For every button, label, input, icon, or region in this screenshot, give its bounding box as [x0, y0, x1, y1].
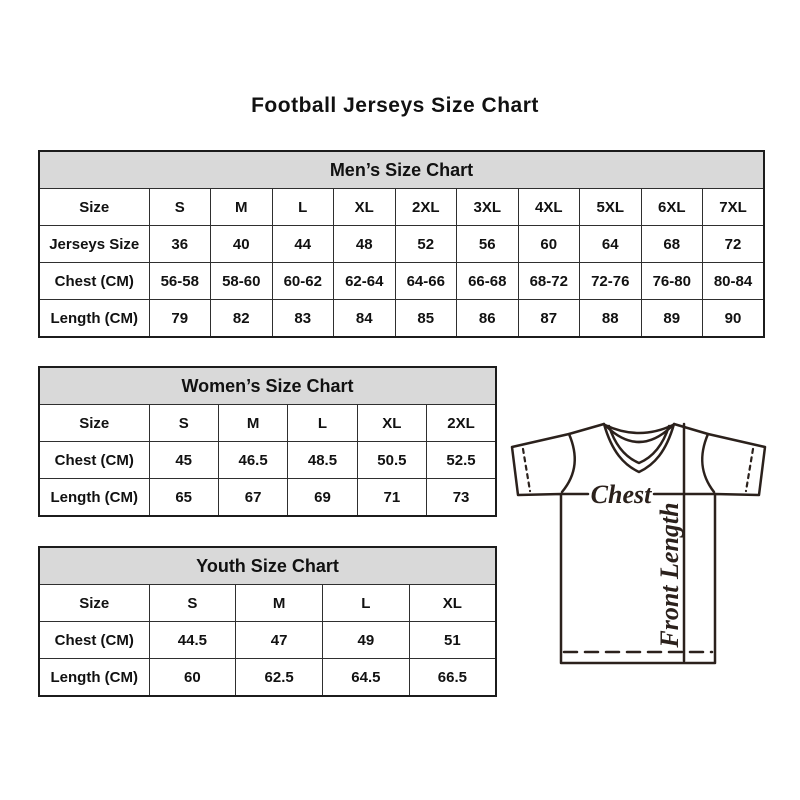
table-title: Women’s Size Chart — [39, 367, 496, 405]
value-cell: 66.5 — [409, 659, 496, 697]
value-cell: 68 — [641, 226, 703, 263]
value-cell: 2XL — [427, 405, 496, 442]
right-cuff-dashed-line — [746, 449, 753, 491]
value-cell: 46.5 — [218, 442, 287, 479]
value-cell: 80-84 — [703, 263, 765, 300]
value-cell: M — [236, 585, 323, 622]
value-cell: 52.5 — [427, 442, 496, 479]
row-label-cell: Length (CM) — [39, 479, 149, 517]
table-header-row — [39, 367, 496, 405]
row-label-cell: Size — [39, 189, 149, 226]
value-cell: 64-66 — [395, 263, 457, 300]
value-cell: 87 — [518, 300, 580, 338]
value-cell: 72-76 — [580, 263, 642, 300]
table-header-row — [39, 547, 496, 585]
value-cell: 64.5 — [323, 659, 410, 697]
value-cell: 2XL — [395, 189, 457, 226]
row-label-cell: Chest (CM) — [39, 622, 149, 659]
value-cell: S — [149, 585, 236, 622]
table-row — [39, 405, 496, 442]
table-row — [39, 479, 496, 517]
table-row — [39, 585, 496, 622]
value-cell: 51 — [409, 622, 496, 659]
left-armhole-seam — [562, 434, 575, 492]
value-cell: 56 — [457, 226, 519, 263]
front-length-label: Front Length — [655, 502, 684, 648]
value-cell: S — [149, 189, 211, 226]
row-label-cell: Length (CM) — [39, 300, 149, 338]
mens-size-table — [38, 150, 765, 338]
table-row — [39, 442, 496, 479]
table-title: Youth Size Chart — [39, 547, 496, 585]
value-cell: 3XL — [457, 189, 519, 226]
value-cell: 44.5 — [149, 622, 236, 659]
value-cell: 62-64 — [334, 263, 396, 300]
value-cell: 76-80 — [641, 263, 703, 300]
collar-v-inner — [609, 426, 669, 463]
right-armhole-seam — [702, 434, 714, 492]
value-cell: 50.5 — [357, 442, 426, 479]
table-row — [39, 226, 764, 263]
value-cell: 49 — [323, 622, 410, 659]
value-cell: 48.5 — [288, 442, 357, 479]
value-cell: 73 — [427, 479, 496, 517]
youth-size-table — [38, 546, 497, 697]
value-cell: XL — [334, 189, 396, 226]
row-label-cell: Chest (CM) — [39, 263, 149, 300]
value-cell: XL — [409, 585, 496, 622]
value-cell: 64 — [580, 226, 642, 263]
value-cell: 62.5 — [236, 659, 323, 697]
value-cell: 58-60 — [211, 263, 273, 300]
value-cell: 83 — [272, 300, 334, 338]
value-cell: 67 — [218, 479, 287, 517]
row-label-cell: Size — [39, 585, 149, 622]
left-cuff-dashed-line — [523, 449, 530, 491]
jersey-measurement-diagram — [496, 408, 780, 672]
womens-size-table — [38, 366, 497, 517]
page-title: Football Jerseys Size Chart — [251, 94, 539, 117]
collar-v-outer — [604, 424, 674, 472]
value-cell: 88 — [580, 300, 642, 338]
row-label-cell: Chest (CM) — [39, 442, 149, 479]
collar-back-line — [605, 425, 673, 433]
value-cell: 60 — [149, 659, 236, 697]
value-cell: 82 — [211, 300, 273, 338]
value-cell: 47 — [236, 622, 323, 659]
value-cell: 40 — [211, 226, 273, 263]
value-cell: 45 — [149, 442, 218, 479]
value-cell: 60 — [518, 226, 580, 263]
value-cell: L — [323, 585, 410, 622]
table-row — [39, 659, 496, 697]
value-cell: 65 — [149, 479, 218, 517]
value-cell: L — [272, 189, 334, 226]
value-cell: 6XL — [641, 189, 703, 226]
row-label-cell: Size — [39, 405, 149, 442]
value-cell: 72 — [703, 226, 765, 263]
value-cell: 89 — [641, 300, 703, 338]
value-cell: 5XL — [580, 189, 642, 226]
table-row — [39, 622, 496, 659]
value-cell: L — [288, 405, 357, 442]
value-cell: 7XL — [703, 189, 765, 226]
value-cell: 56-58 — [149, 263, 211, 300]
value-cell: 84 — [334, 300, 396, 338]
table-header-row — [39, 151, 764, 189]
jersey-outline — [512, 424, 765, 663]
value-cell: 44 — [272, 226, 334, 263]
value-cell: 60-62 — [272, 263, 334, 300]
row-label-cell: Jerseys Size — [39, 226, 149, 263]
table-row — [39, 189, 764, 226]
jersey-diagram-svg — [496, 408, 780, 672]
value-cell: 69 — [288, 479, 357, 517]
value-cell: 85 — [395, 300, 457, 338]
value-cell: XL — [357, 405, 426, 442]
value-cell: 71 — [357, 479, 426, 517]
value-cell: 52 — [395, 226, 457, 263]
table-title: Men’s Size Chart — [39, 151, 764, 189]
value-cell: 48 — [334, 226, 396, 263]
value-cell: 4XL — [518, 189, 580, 226]
value-cell: 36 — [149, 226, 211, 263]
value-cell: 90 — [703, 300, 765, 338]
value-cell: M — [211, 189, 273, 226]
value-cell: S — [149, 405, 218, 442]
table-row — [39, 300, 764, 338]
value-cell: 79 — [149, 300, 211, 338]
value-cell: 68-72 — [518, 263, 580, 300]
value-cell: 66-68 — [457, 263, 519, 300]
value-cell: 86 — [457, 300, 519, 338]
value-cell: M — [218, 405, 287, 442]
chest-label: Chest — [590, 480, 652, 509]
row-label-cell: Length (CM) — [39, 659, 149, 697]
table-row — [39, 263, 764, 300]
